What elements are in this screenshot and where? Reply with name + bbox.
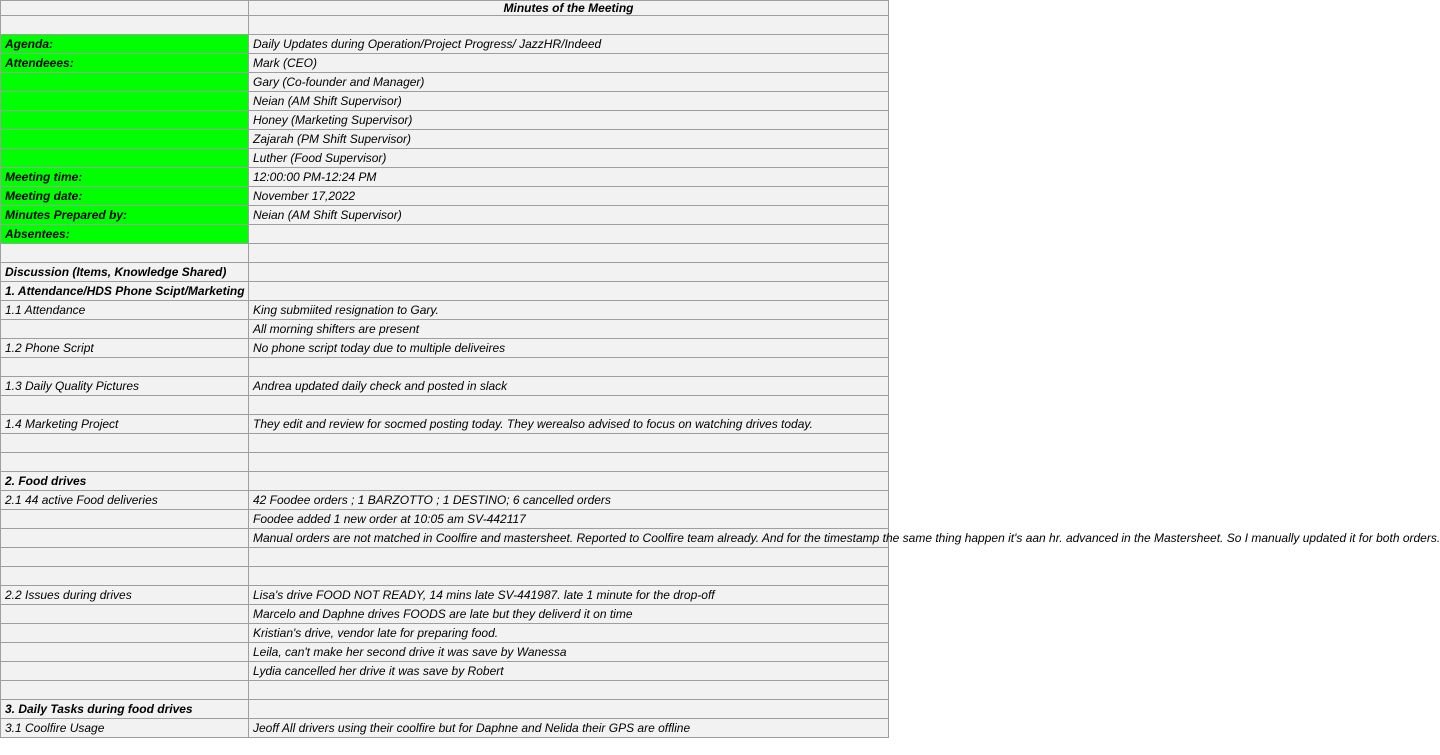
spacer-cell[interactable] — [1, 244, 249, 263]
note-cell[interactable]: King submiited resignation to Gary. — [249, 301, 889, 320]
discussion-row — [1, 529, 889, 548]
spacer-row — [1, 16, 889, 35]
section-header-row — [1, 472, 889, 491]
discussion-row — [1, 681, 889, 700]
title-row — [1, 1, 889, 16]
note-cell[interactable] — [249, 567, 889, 586]
green-empty-cell[interactable] — [1, 111, 249, 130]
attendee-row — [1, 149, 889, 168]
discussion-row — [1, 301, 889, 320]
item-cell[interactable]: 1.1 Attendance — [1, 301, 249, 320]
item-cell[interactable] — [1, 434, 249, 453]
attendee-row — [1, 73, 889, 92]
absentees-row — [1, 225, 889, 244]
item-cell[interactable]: 2.2 Issues during drives — [1, 586, 249, 605]
note-cell[interactable] — [249, 681, 889, 700]
note-cell[interactable]: 42 Foodee orders ; 1 BARZOTTO ; 1 DESTINO; 6 cancelled orders — [249, 491, 889, 510]
note-cell[interactable]: Manual orders are not matched in Coolfire and mastersheet. Reported to Coolfire team already. And for the timestamp the same thing happen it's aan hr. advanced in the Mastersheet. So I manually updated it for both orders. — [249, 529, 889, 548]
item-cell[interactable] — [1, 605, 249, 624]
absentees-label[interactable]: Absentees: — [1, 225, 249, 244]
attendee-value[interactable]: Honey (Marketing Supervisor) — [249, 111, 889, 130]
note-cell[interactable]: No phone script today due to multiple deliveires — [249, 339, 889, 358]
attendees-label[interactable]: Attendeees: — [1, 54, 249, 73]
discussion-row — [1, 320, 889, 339]
attendee-row — [1, 92, 889, 111]
item-cell[interactable] — [1, 358, 249, 377]
green-empty-cell[interactable] — [1, 92, 249, 111]
discussion-row — [1, 548, 889, 567]
item-cell[interactable] — [1, 320, 249, 339]
agenda-label[interactable]: Agenda: — [1, 35, 249, 54]
note-cell[interactable] — [249, 434, 889, 453]
discussion-row — [1, 586, 889, 605]
item-cell[interactable] — [1, 548, 249, 567]
note-cell[interactable]: They edit and review for socmed posting today. They werealso advised to focus on watching drives today. — [249, 415, 889, 434]
discussion-row — [1, 453, 889, 472]
item-cell[interactable] — [1, 681, 249, 700]
item-cell[interactable] — [1, 510, 249, 529]
item-cell[interactable] — [1, 529, 249, 548]
discussion-row — [1, 662, 889, 681]
item-cell[interactable] — [1, 396, 249, 415]
discussion-row — [1, 624, 889, 643]
attendee-value[interactable]: Zajarah (PM Shift Supervisor) — [249, 130, 889, 149]
attendee-row — [1, 130, 889, 149]
discussion-row — [1, 358, 889, 377]
green-empty-cell[interactable] — [1, 130, 249, 149]
note-cell[interactable] — [249, 396, 889, 415]
discussion-row — [1, 415, 889, 434]
attendee-value[interactable]: Gary (Co-founder and Manager) — [249, 73, 889, 92]
spacer-cell[interactable] — [1, 16, 249, 35]
discussion-row — [1, 396, 889, 415]
item-cell[interactable]: 1.3 Daily Quality Pictures — [1, 377, 249, 396]
discussion-row — [1, 605, 889, 624]
item-cell[interactable] — [1, 662, 249, 681]
note-cell[interactable] — [249, 358, 889, 377]
attendee-value[interactable]: Neian (AM Shift Supervisor) — [249, 92, 889, 111]
section-title[interactable]: 3. Daily Tasks during food drives — [1, 700, 249, 719]
item-cell[interactable]: 1.4 Marketing Project — [1, 415, 249, 434]
note-cell[interactable]: Jeoff All drivers using their coolfire but for Daphne and Nelida their GPS are offline — [249, 719, 889, 738]
attendee-row — [1, 54, 889, 73]
note-cell[interactable]: Foodee added 1 new order at 10:05 am SV-442117 — [249, 510, 889, 529]
spacer-row — [1, 244, 889, 263]
discussion-row — [1, 510, 889, 529]
prepared-by-row — [1, 206, 889, 225]
note-cell[interactable]: Leila, can't make her second drive it was save by Wanessa — [249, 643, 889, 662]
attendee-value[interactable]: Mark (CEO) — [249, 54, 889, 73]
attendee-value[interactable]: Luther (Food Supervisor) — [249, 149, 889, 168]
attendee-row — [1, 111, 889, 130]
green-empty-cell[interactable] — [1, 149, 249, 168]
discussion-header[interactable]: Discussion (Items, Knowledge Shared) — [1, 263, 249, 282]
section-header-row — [1, 700, 889, 719]
absentees-value[interactable] — [249, 225, 889, 244]
section-title[interactable]: 1. Attendance/HDS Phone Scipt/Marketing — [1, 282, 249, 301]
discussion-sections — [1, 282, 1440, 738]
spacer-cell[interactable] — [249, 244, 889, 263]
item-cell[interactable]: 2.1 44 active Food deliveries — [1, 491, 249, 510]
meeting-date-label[interactable]: Meeting date: — [1, 187, 249, 206]
meeting-date-value[interactable]: November 17,2022 — [249, 187, 889, 206]
note-cell[interactable] — [249, 548, 889, 567]
note-cell[interactable]: Andrea updated daily check and posted in slack — [249, 377, 889, 396]
title-cell-empty[interactable] — [1, 1, 249, 16]
meeting-time-row — [1, 168, 889, 187]
section-title[interactable]: 2. Food drives — [1, 472, 249, 491]
item-cell[interactable] — [1, 453, 249, 472]
section-header-empty[interactable] — [249, 700, 889, 719]
prepared-by-value[interactable]: Neian (AM Shift Supervisor) — [249, 206, 889, 225]
section-header-row — [1, 282, 889, 301]
discussion-row — [1, 339, 889, 358]
meeting-time-label[interactable]: Meeting time: — [1, 168, 249, 187]
note-cell[interactable]: Lydia cancelled her drive it was save by Robert — [249, 662, 889, 681]
discussion-header-row — [1, 263, 889, 282]
spacer-cell[interactable] — [249, 16, 889, 35]
discussion-row — [1, 434, 889, 453]
section-header-empty[interactable] — [249, 282, 889, 301]
discussion-row — [1, 377, 889, 396]
item-cell[interactable] — [1, 643, 249, 662]
discussion-row — [1, 567, 889, 586]
section-header-empty[interactable] — [249, 472, 889, 491]
discussion-row — [1, 491, 889, 510]
item-cell[interactable]: 3.1 Coolfire Usage — [1, 719, 249, 738]
discussion-row — [1, 643, 889, 662]
note-cell[interactable]: Marcelo and Daphne drives FOODS are late but they deliverd it on time — [249, 605, 889, 624]
green-empty-cell[interactable] — [1, 73, 249, 92]
agenda-row — [1, 35, 889, 54]
prepared-by-label[interactable]: Minutes Prepared by: — [1, 206, 249, 225]
note-cell[interactable]: Lisa's drive FOOD NOT READY, 14 mins late SV-441987. late 1 minute for the drop-off — [249, 586, 889, 605]
note-cell[interactable]: Kristian's drive, vendor late for preparing food. — [249, 624, 889, 643]
item-cell[interactable]: 1.2 Phone Script — [1, 339, 249, 358]
meeting-time-value[interactable]: 12:00:00 PM-12:24 PM — [249, 168, 889, 187]
agenda-value[interactable]: Daily Updates during Operation/Project Progress/ JazzHR/Indeed — [249, 35, 889, 54]
sheet-title[interactable]: Minutes of the Meeting — [249, 1, 889, 16]
note-cell[interactable]: All morning shifters are present — [249, 320, 889, 339]
note-cell[interactable] — [249, 453, 889, 472]
meeting-date-row — [1, 187, 889, 206]
item-cell[interactable] — [1, 624, 249, 643]
item-cell[interactable] — [1, 567, 249, 586]
discussion-row — [1, 719, 889, 738]
discussion-header-empty[interactable] — [249, 263, 889, 282]
